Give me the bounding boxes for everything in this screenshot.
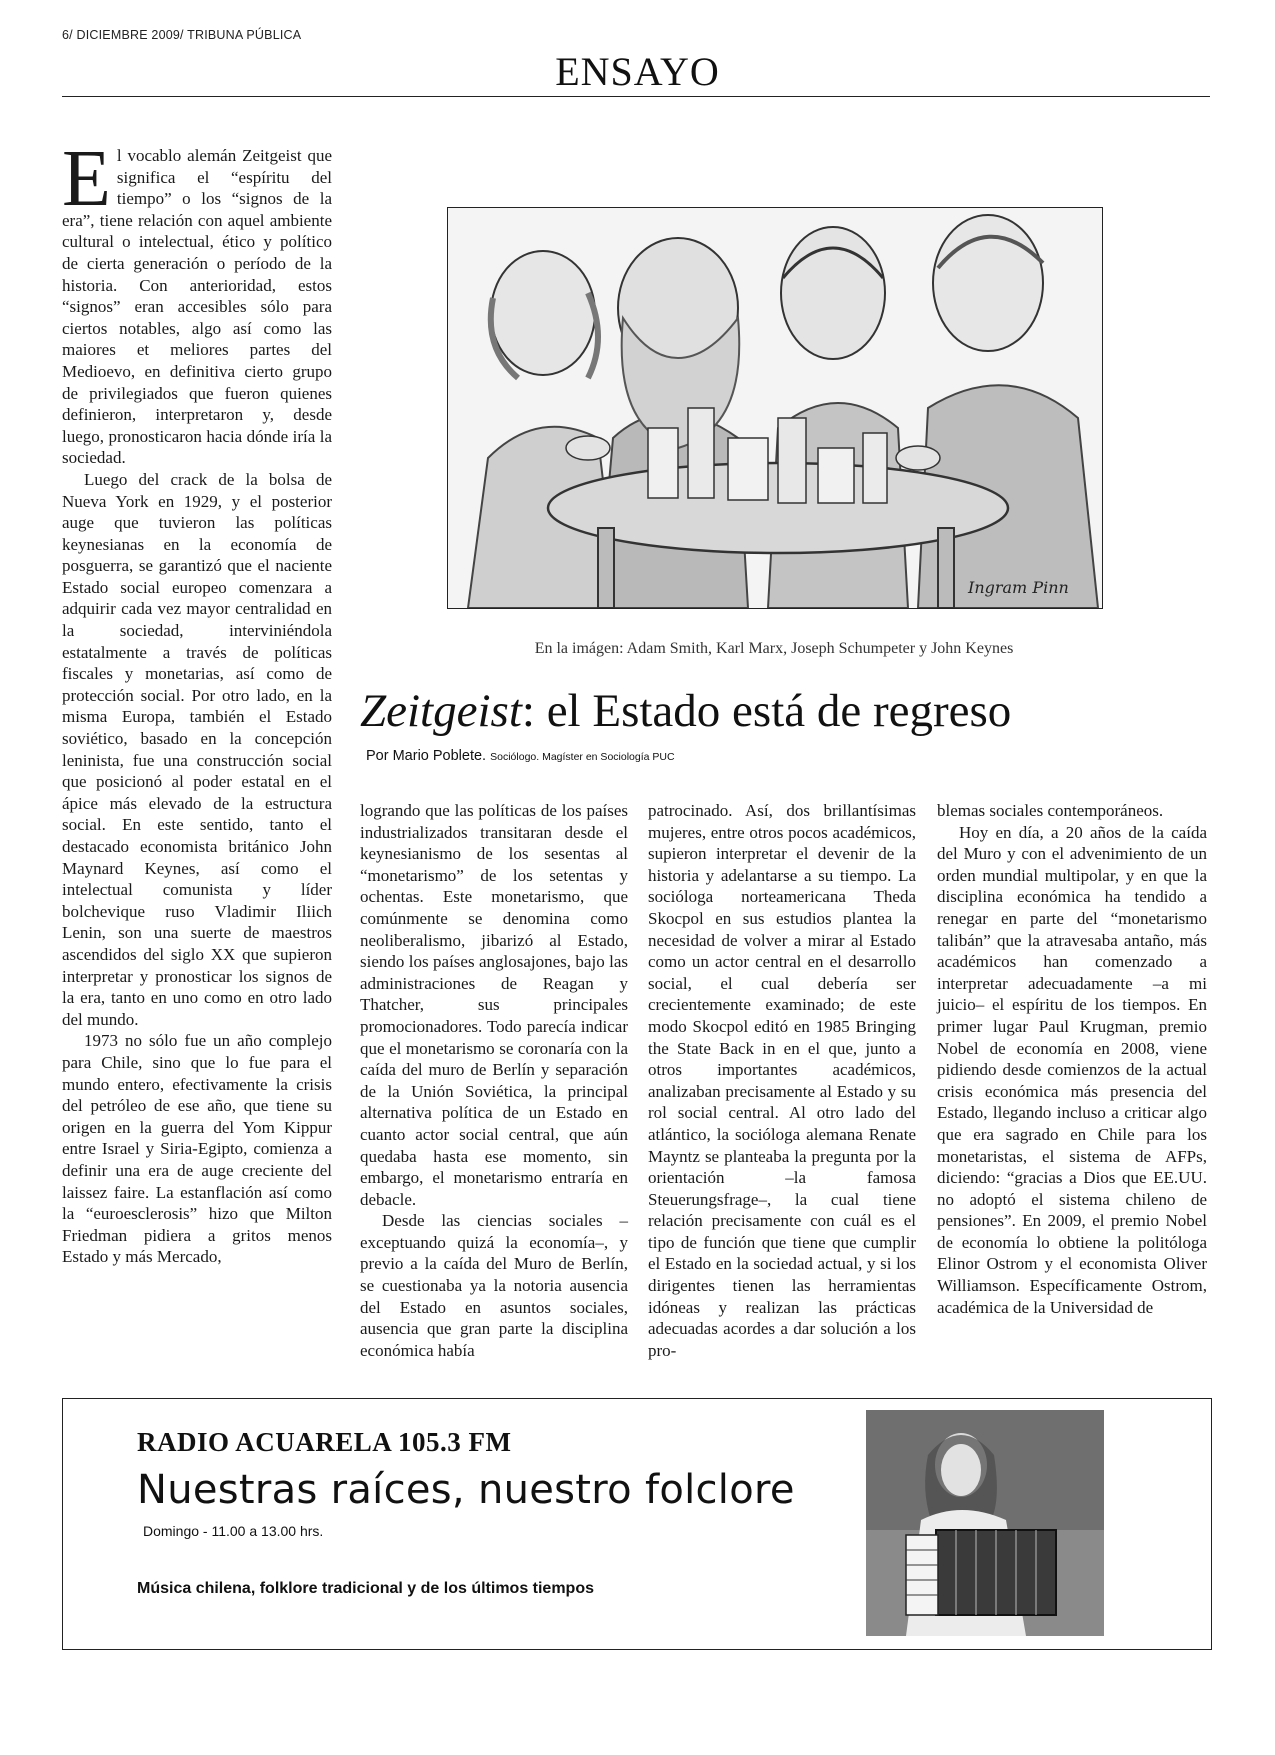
headline-italic: Zeitgeist: [360, 685, 522, 737]
ad-station-name: RADIO ACUARELA 105.3 FM: [137, 1427, 512, 1457]
article-paragraph: blemas sociales contemporáneos.: [937, 801, 1164, 820]
image-caption: En la imágen: Adam Smith, Karl Marx, Joseph Schumpeter y John Keynes: [534, 640, 1014, 657]
ad-description: Música chilena, folklore tradicional y de los últimos tiempos: [137, 1580, 594, 1597]
illustration-signature: Ingram Pinn: [968, 578, 1069, 597]
radio-advertisement: [62, 1398, 1212, 1650]
accordion-player-image: [866, 1410, 1104, 1636]
byline-author: Por Mario Poblete.: [366, 748, 487, 764]
article-column-1: [62, 135, 332, 1268]
article-paragraph: 1973 no sólo fue un año complejo para Chile, sino que lo fue para el mundo entero, efectivamente la crisis del petróleo de ese año, que tiene su origen en la guerra del Yom Kippur entre Israel y Siria-Egipto, comienza a definir una era de auge creciente del laissez faire. La estanflación así como la “euroesclerosis” hizo que Milton Friedman pidiera a gritos menos Estado y más Mercado,: [62, 1031, 332, 1267]
article-column-2: [360, 800, 628, 1361]
illustration-drawing: [448, 208, 1102, 608]
ad-slogan: Nuestras raíces, nuestro folclore: [137, 1467, 795, 1513]
caricature-illustration: [447, 207, 1103, 609]
article-paragraph: Desde las ciencias sociales –exceptuando quizá la economía–, y previo a la caída del Muro de Berlín, se cuestionaba ya la notoria ausencia del Estado en asuntos sociales, ausencia que gran parte la disciplina económica había: [360, 1211, 628, 1360]
paragraph-text: l vocablo alemán Zeitgeist que significa el “espíritu del tiempo” o los “signos de la era”, tiene relación con aquel ambiente cultural o intelectual, ético y político de cierta generación o período de la historia. Con anterioridad, estos “signos” eran accesibles sólo para ciertos notables, algo así como las maiores et meliores partes del Medioevo, en definitiva cierto grupo de privilegiados que fueron quienes definieron, interpretaron y, desde luego, pronosticaron hacia dónde iría la sociedad.: [62, 146, 332, 468]
byline-credentials: Sociólogo. Magíster en Sociología PUC: [490, 751, 675, 763]
byline: [366, 748, 675, 764]
article-headline: [360, 683, 1210, 739]
article-paragraph: [62, 135, 332, 469]
section-title: ENSAYO: [555, 49, 720, 94]
article-column-4: [937, 800, 1207, 1318]
headline-rest: : el Estado está de regreso: [521, 685, 1012, 737]
article-column-3: [648, 800, 916, 1361]
header-rule: [62, 96, 1210, 97]
drop-cap: E: [62, 135, 111, 223]
article-paragraph: Luego del crack de la bolsa de Nueva York en 1929, y el posterior auge que tuvieron las políticas keynesianas en la economía de posguerra, se garantizó que el naciente Estado social europeo comenzara a adquirir cada vez mayor centralidad en la sociedad, interviniéndola estatalmente a través de políticas fiscales y monetarias, así como de protección social. Por otro lado, en la misma Europa, también el Estado soviético, basado en la concepción leninista, fue una construcción social que posicionó al poder estatal en el ápice más elevado de la estructura social. En este sentido, tanto el destacado economista británico John Maynard Keynes, así como el intelectual comunista y líder bolchevique ruso Vladimir Iliich Lenin, son una suerte de maestros ascendidos del siglo XX que supieron interpretar y pronosticar los signos de la era, tanto en uno como en otro lado del mundo.: [62, 469, 332, 1029]
accordion-player-photo: [866, 1410, 1104, 1636]
article-paragraph: patrocinado. Así, dos brillantísimas mujeres, entre otros pocos académicos, supieron interpretar el devenir de la historia y adelantarse a su tiempo. La socióloga norteamericana Theda Skocpol en sus estudios plantea la necesidad de volver a mirar al Estado como un actor central en el desarrollo social, el cual debería ser crecientemente examinado; de este modo Skocpol editó en 1985 Bringing the State Back in en el que, junto a otros importantes académicos, analizaban precisamente al Estado y su rol social central. Al otro lado del atlántico, la socióloga alemana Renate Mayntz se planteaba la pregunta por la orientación –la famosa Steuerungsfrage–, la cual tiene relación precisamente con cuál es el tipo de función que tiene que cumplir el Estado en la sociedad actual, y si los dirigentes tienen las herramientas idóneas y realizan las prácticas adecuadas acordes a dar solución a los pro-: [648, 801, 916, 1360]
article-paragraph: Hoy en día, a 20 años de la caída del Muro y con el advenimiento de un orden mundial multipolar, y en que la disciplina económica ha tendido a renegar en parte del “monetarismo talibán” que la atravesaba antaño, más académicos han comenzado a interpretar adecuadamente –a mi juicio– el espíritu de los tiempos. En primer lugar Paul Krugman, premio Nobel de economía en 2008, viene pidiendo desde comienzos de la actual crisis económica más presencia del Estado, llegando incluso a criticar algo que era sagrado en Chile para los monetaristas, el sistema de AFPs, diciendo: “gracias a Dios que EE.UU. no adoptó el sistema chileno de pensiones”. En 2009, el premio Nobel de economía lo obtiene la politóloga Elinor Ostrom y el economista Oliver Williamson. Específicamente Ostrom, académica de la Universidad de: [937, 822, 1207, 1317]
page-folio: 6/ DICIEMBRE 2009/ TRIBUNA PÚBLICA: [62, 28, 302, 42]
ad-schedule: Domingo - 11.00 a 13.00 hrs.: [143, 1523, 324, 1539]
article-paragraph: logrando que las políticas de los países industrializados transitaran desde el keynesianismo de los sesentas al “monetarismo” de los setentas y ochentas. Este monetarismo, que comúnmente se denomina como neoliberalismo, jibarizó al Estado, siendo los países anglosajones, bajo las administraciones de Reagan y Thatcher, sus principales promocionadores. Todo parecía indicar que el monetarismo se coronaría con la caída del muro de Berlín y separación de la Unión Soviética, la principal alternativa política de un Estado en cuanto actor social central, que aún quedaba hasta ese momento, sin embargo, el monetarismo entraría en debacle.: [360, 801, 628, 1209]
